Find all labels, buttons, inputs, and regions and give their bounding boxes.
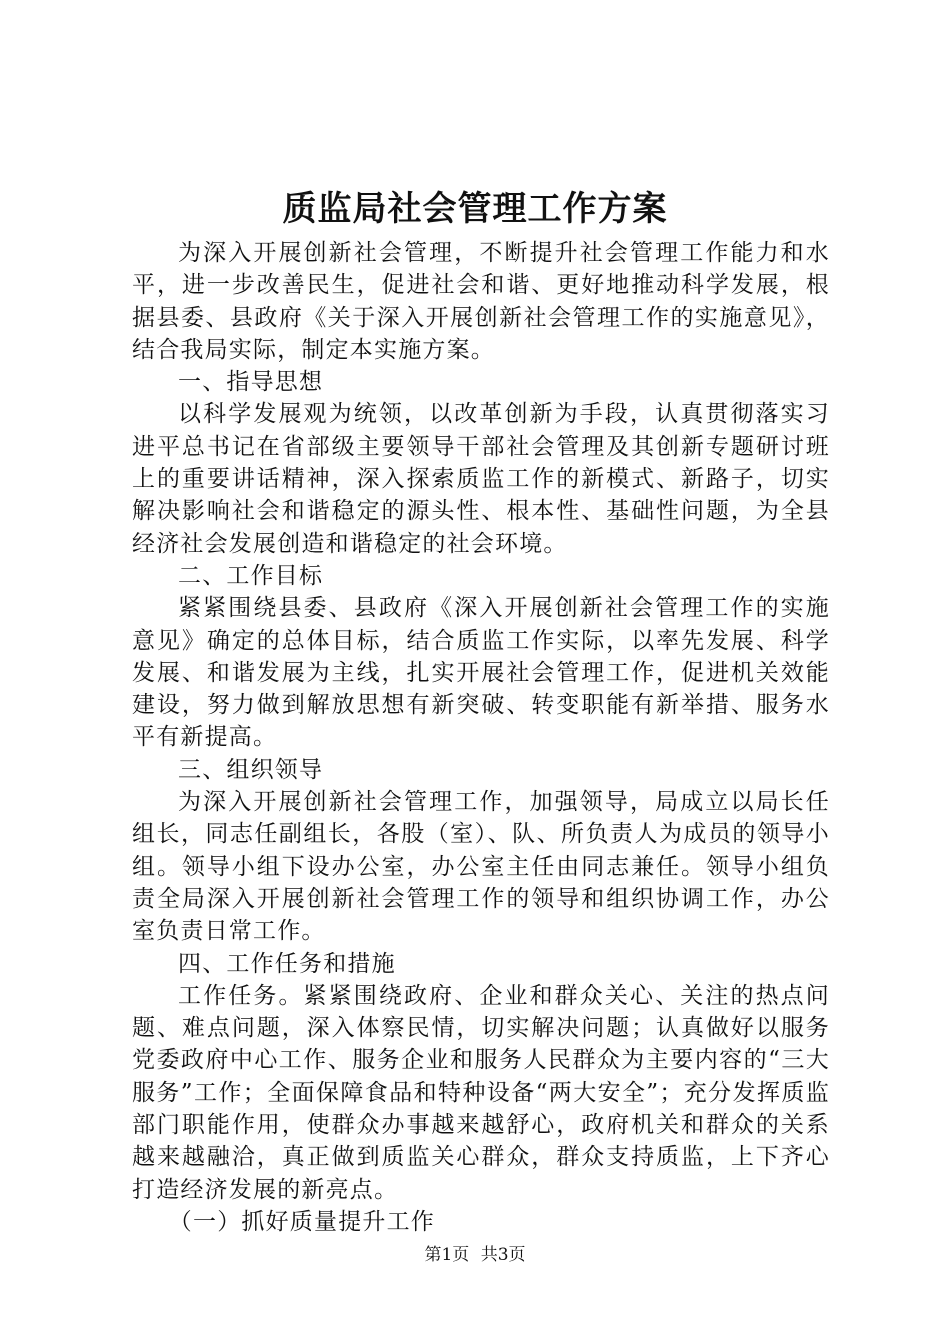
subsection-heading-quality: （一）抓好质量提升工作 (168, 1208, 435, 1235)
section-heading-organization: 三、组织领导 (178, 756, 324, 783)
section-heading-tasks-measures: 四、工作任务和措施 (178, 950, 396, 977)
organization-paragraph: 为深入开展创新社会管理工作，加强领导，局成立以局长任组长，同志任副组长，各股（室）、队、所负责人为成员的领导小组。领导小组下设办公室，办公室主任由同志兼任。领导小组负责全局深入开展创新社会管理工作的领导和组织协调工作，办公室负责日常工作。 (132, 789, 830, 945)
section-heading-guiding-thought: 一、指导思想 (178, 369, 324, 396)
work-goals-paragraph: 紧紧围绕县委、县政府《深入开展创新社会管理工作的实施意见》确定的总体目标，结合质监工作实际，以率先发展、科学发展、和谐发展为主线，扎实开展社会管理工作，促进机关效能建设，努力做到解放思想有新突破、转变职能有新举措、服务水平有新提高。 (132, 595, 830, 751)
document-body (132, 237, 830, 1238)
guiding-thought-paragraph: 以科学发展观为统领，以改革创新为手段，认真贯彻落实习进平总书记在省部级主要领导干部社会管理及其创新专题研讨班上的重要讲话精神，深入探索质监工作的新模式、新路子，切实解决影响社会和谐稳定的源头性、根本性、基础性问题，为全县经济社会发展创造和谐稳定的社会环境。 (132, 401, 830, 557)
document-title: 质监局社会管理工作方案 (282, 189, 668, 229)
page-footer: 第1页 共3页 (424, 1245, 526, 1265)
intro-paragraph: 为深入开展创新社会管理，不断提升社会管理工作能力和水平，进一步改善民生，促进社会和谐、更好地推动科学发展，根据县委、县政府《关于深入开展创新社会管理工作的实施意见》，结合我局实际，制定本实施方案。 (132, 240, 830, 363)
tasks-paragraph: 工作任务。紧紧围绕政府、企业和群众关心、关注的热点问题、难点问题，深入体察民情，切实解决问题；认真做好以服务党委政府中心工作、服务企业和服务人民群众为主要内容的“三大服务”工作；全面保障食品和特种设备“两大安全”；充分发挥质监部门职能作用，使群众办事越来越舒心，政府机关和群众的关系越来越融洽，真正做到质监关心群众，群众支持质监，上下齐心打造经济发展的新亮点。 (132, 982, 830, 1203)
section-heading-work-goals: 二、工作目标 (178, 562, 324, 589)
